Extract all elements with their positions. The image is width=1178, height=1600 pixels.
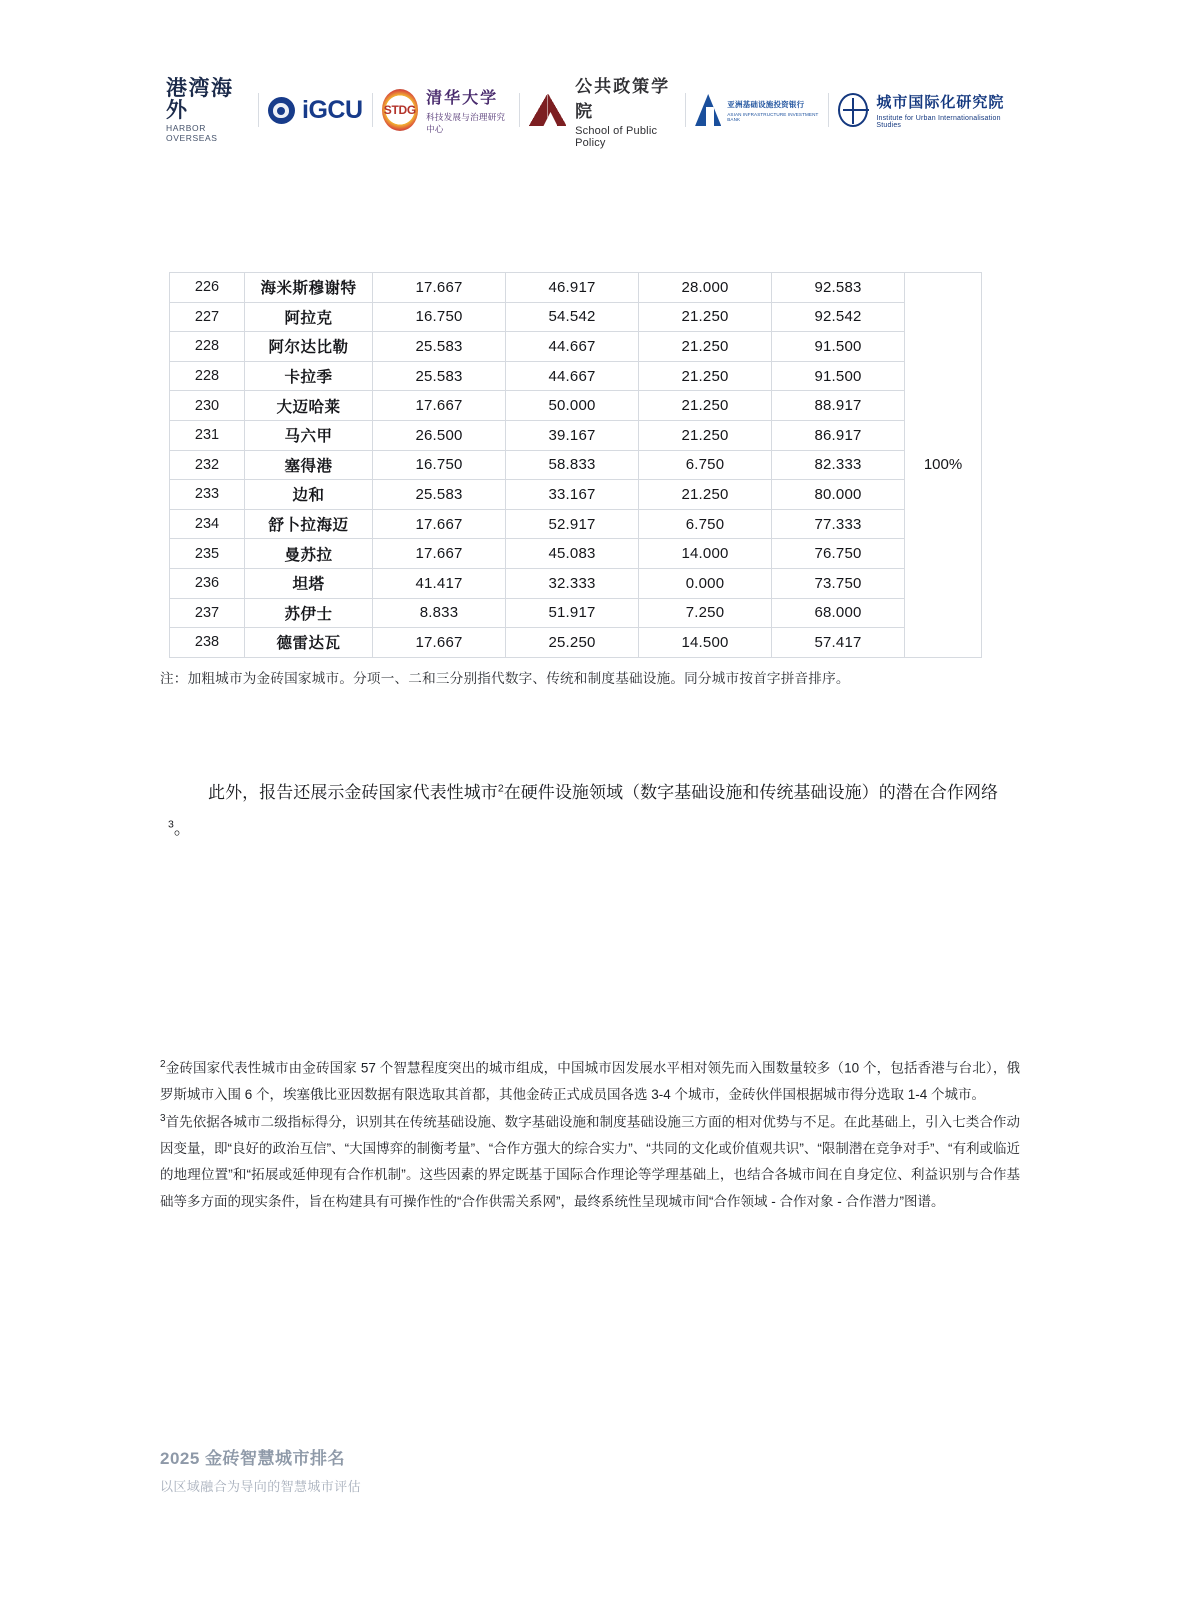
cell-rank: 233	[170, 480, 245, 510]
footnote-ref-2[interactable]: 2	[497, 782, 504, 795]
cell-total: 80.000	[772, 480, 905, 510]
logo-aiib-cn: 亚洲基础设施投资银行	[727, 99, 805, 109]
cell-sub3: 21.250	[639, 302, 772, 332]
paragraph-part2: 在硬件设施领域（数字基础设施和传统基础设施）的潜在合作网络	[503, 783, 999, 802]
logo-aiib-sub: ASIAN INFRASTRUCTURE INVESTMENT BANK	[727, 111, 819, 122]
footnote-ref-3[interactable]: 3	[168, 818, 174, 831]
logo-tsinghua-cn: 清华大学	[426, 88, 499, 107]
cell-sub1: 17.667	[373, 539, 506, 569]
table-row	[170, 361, 982, 391]
logo-school-of-public-policy	[520, 76, 685, 149]
cell-total: 76.750	[772, 539, 905, 569]
ranking-table-container	[169, 272, 981, 658]
cell-sub1: 17.667	[373, 273, 506, 303]
table-row	[170, 332, 982, 362]
cell-sub3: 21.250	[639, 391, 772, 421]
logo-aiib	[686, 82, 828, 138]
cell-sub2: 51.917	[506, 598, 639, 628]
cell-sub3: 21.250	[639, 420, 772, 450]
cell-sub1: 8.833	[373, 598, 506, 628]
cell-sub2: 39.167	[506, 420, 639, 450]
cell-sub2: 44.667	[506, 332, 639, 362]
footnote-3	[160, 1109, 1020, 1215]
cell-rank: 228	[170, 332, 245, 362]
cell-rank: 236	[170, 568, 245, 598]
footer-subtitle: 以区域融合为导向的智慧城市评估	[160, 1479, 362, 1494]
table-row	[170, 568, 982, 598]
cell-city: 舒卜拉海迈	[245, 509, 373, 539]
cell-sub3: 0.000	[639, 568, 772, 598]
cell-sub3: 14.500	[639, 628, 772, 658]
cell-city: 德雷达瓦	[245, 628, 373, 658]
table-row	[170, 273, 982, 303]
cell-total: 92.542	[772, 302, 905, 332]
cell-sub2: 46.917	[506, 273, 639, 303]
logo-stdg-badge-text: STDG	[383, 103, 416, 117]
cell-rank: 228	[170, 361, 245, 391]
cell-rank: 226	[170, 273, 245, 303]
cell-total: 82.333	[772, 450, 905, 480]
paragraph-part3: 。	[173, 818, 191, 838]
cell-sub2: 50.000	[506, 391, 639, 421]
table-row	[170, 480, 982, 510]
cell-city: 边和	[245, 480, 373, 510]
logo-harbor-overseas-cn: 港湾海外	[166, 75, 234, 122]
cell-city: 曼苏拉	[245, 539, 373, 569]
logo-iuis-cn: 城市国际化研究院	[876, 93, 1005, 111]
cell-sub1: 26.500	[373, 420, 506, 450]
cell-rank: 238	[170, 628, 245, 658]
cell-rank: 237	[170, 598, 245, 628]
cell-sub1: 25.583	[373, 332, 506, 362]
cell-rank: 232	[170, 450, 245, 480]
cell-sub1: 25.583	[373, 361, 506, 391]
logo-urban-internationalisation	[829, 82, 1017, 138]
cell-rank: 235	[170, 539, 245, 569]
footnote-2	[160, 1055, 1020, 1108]
cell-total: 68.000	[772, 598, 905, 628]
footnote-3-text: 首先依据各城市二级指标得分，识别其在传统基础设施、数字基础设施和制度基础设施三方面的相对优势与不足。在此基础上，引入七类合作动因变量，即“良好的政治互信”、“大国博弈的制衡考量”、“合作方强大的综合实力”、“共同的文化或价值观共识”、“限制潜在竞争对手”、“有利或临近的地理位置”和“拓展或延伸现有合作机制”。这些因素的界定既基于国际合作理论等学理基础上，也结合各城市间在自身定位、利益识别与合作基础等多方面的现实条件，旨在构建具有可操作性的“合作供需关系网”，最终系统性呈现城市间“合作领域 - 合作对象 - 合作潜力”图谱。	[160, 1114, 1020, 1209]
cell-city: 坦塔	[245, 568, 373, 598]
table-row	[170, 391, 982, 421]
table-row	[170, 302, 982, 332]
logo-igcu-text: iGCU	[302, 95, 363, 124]
cell-sub3: 14.000	[639, 539, 772, 569]
logo-stdg-tsinghua	[373, 82, 520, 138]
cell-sub1: 17.667	[373, 628, 506, 658]
cell-city: 马六甲	[245, 420, 373, 450]
footnote-3-marker: 3	[160, 1113, 166, 1125]
cell-sub1: 17.667	[373, 509, 506, 539]
table-row	[170, 598, 982, 628]
cell-sub1: 16.750	[373, 450, 506, 480]
cell-completion: 100%	[905, 273, 982, 658]
cell-city: 海米斯穆谢特	[245, 273, 373, 303]
cell-sub3: 6.750	[639, 509, 772, 539]
logo-harbor-overseas	[157, 75, 258, 144]
cell-sub2: 44.667	[506, 361, 639, 391]
logo-spp-sub: School of Public Policy	[575, 124, 658, 149]
table-row	[170, 420, 982, 450]
cell-sub2: 58.833	[506, 450, 639, 480]
cell-sub2: 33.167	[506, 480, 639, 510]
footnote-2-marker: 2	[160, 1059, 166, 1070]
cell-sub1: 25.583	[373, 480, 506, 510]
cell-total: 88.917	[772, 391, 905, 421]
cell-total: 73.750	[772, 568, 905, 598]
ranking-table	[169, 272, 982, 658]
cell-rank: 230	[170, 391, 245, 421]
stdg-seal-icon	[382, 89, 419, 131]
table-row	[170, 628, 982, 658]
cell-rank: 234	[170, 509, 245, 539]
cell-sub1: 16.750	[373, 302, 506, 332]
cell-sub3: 6.750	[639, 450, 772, 480]
cell-city: 塞得港	[245, 450, 373, 480]
footnote-2-text: 金砖国家代表性城市由金砖国家 57 个智慧程度突出的城市组成，中国城市因发展水平相对领先而入围数量较多（10 个，包括香港与台北），俄罗斯城市入围 6 个，埃塞俄比亚因数据有限选取其首都，其他金砖正式成员国各选 3-4 个城市，金砖伙伴国根据城市得分选取 1-4 个城市。	[160, 1060, 1020, 1102]
cell-sub3: 21.250	[639, 480, 772, 510]
cell-sub3: 28.000	[639, 273, 772, 303]
cell-sub1: 41.417	[373, 568, 506, 598]
logo-igcu	[259, 82, 372, 138]
logo-tsinghua-sub: 科技发展与治理研究中心	[426, 112, 506, 134]
logo-iuis-sub: Institute for Urban Internationalisation Studies	[876, 115, 1001, 129]
cell-city: 阿拉克	[245, 302, 373, 332]
aiib-triangle-icon	[695, 94, 721, 126]
public-policy-mountain-icon	[529, 94, 566, 126]
partner-logo-bar	[157, 75, 1017, 149]
cell-sub3: 21.250	[639, 361, 772, 391]
igcu-globe-icon	[268, 97, 295, 124]
cell-rank: 227	[170, 302, 245, 332]
cell-city: 苏伊士	[245, 598, 373, 628]
cell-sub2: 54.542	[506, 302, 639, 332]
cell-sub3: 21.250	[639, 332, 772, 362]
cell-total: 86.917	[772, 420, 905, 450]
cell-sub1: 17.667	[373, 391, 506, 421]
cell-city: 卡拉季	[245, 361, 373, 391]
cell-rank: 231	[170, 420, 245, 450]
cell-total: 91.500	[772, 332, 905, 362]
table-note: 注：加粗城市为金砖国家城市。分项一、二和三分别指代数字、传统和制度基础设施。同分城市按首字拼音排序。	[160, 671, 850, 686]
logo-spp-cn: 公共政策学院	[575, 76, 671, 122]
ranking-table-body	[170, 273, 982, 658]
cell-total: 77.333	[772, 509, 905, 539]
cell-total: 57.417	[772, 628, 905, 658]
footer-title: 2025 金砖智慧城市排名	[160, 1449, 346, 1468]
logo-harbor-overseas-en: HARBOR OVERSEAS	[166, 123, 218, 144]
footnote-block	[160, 1055, 1020, 1216]
cell-sub2: 32.333	[506, 568, 639, 598]
page-footer	[160, 1444, 860, 1495]
cell-city: 阿尔达比勒	[245, 332, 373, 362]
paragraph-part1: 此外，报告还展示金砖国家代表性城市	[208, 783, 498, 802]
cell-total: 91.500	[772, 361, 905, 391]
cell-sub2: 45.083	[506, 539, 639, 569]
body-paragraph	[168, 775, 998, 846]
urban-globe-icon	[838, 93, 868, 127]
table-row	[170, 539, 982, 569]
cell-total: 92.583	[772, 273, 905, 303]
cell-city: 大迈哈莱	[245, 391, 373, 421]
cell-sub2: 25.250	[506, 628, 639, 658]
table-row	[170, 450, 982, 480]
cell-sub2: 52.917	[506, 509, 639, 539]
cell-sub3: 7.250	[639, 598, 772, 628]
table-row	[170, 509, 982, 539]
